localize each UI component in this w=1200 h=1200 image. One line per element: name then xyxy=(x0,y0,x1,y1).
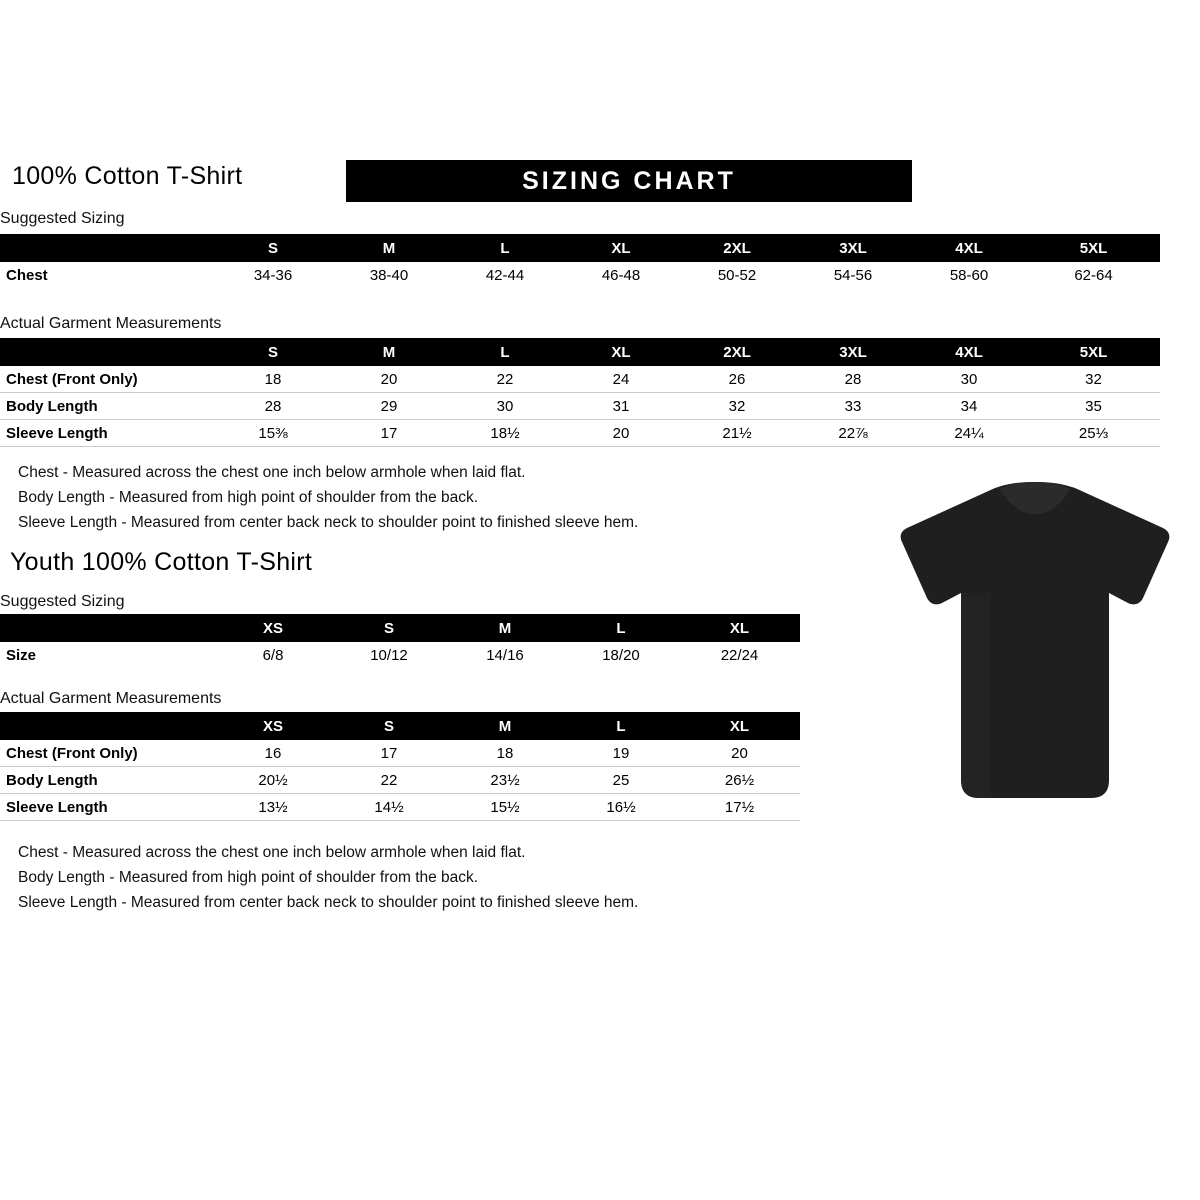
table-row xyxy=(0,642,800,668)
cell: 24¼ xyxy=(954,424,984,442)
t-shirt-illustration xyxy=(895,480,1175,810)
cell: 54-56 xyxy=(833,266,873,284)
cell: 20 xyxy=(612,424,630,442)
cell: 17½ xyxy=(724,798,755,816)
cell: 58-60 xyxy=(949,266,989,284)
cell: 17 xyxy=(380,424,398,442)
cell: 6/8 xyxy=(262,646,284,664)
cell: 17 xyxy=(380,744,398,762)
table-row xyxy=(0,794,800,821)
cell: 28 xyxy=(264,397,282,415)
cell: 62-64 xyxy=(1074,266,1113,284)
cell: 26 xyxy=(728,370,746,388)
cell: 14/16 xyxy=(486,646,524,664)
col-header: 5XL xyxy=(1027,338,1160,366)
cell: 29 xyxy=(380,397,398,415)
col-header: 3XL xyxy=(795,338,911,366)
col-header: 4XL xyxy=(911,338,1027,366)
table-header-row xyxy=(0,712,800,740)
col-header xyxy=(0,338,215,366)
header-row xyxy=(12,160,1188,204)
cell: 15½ xyxy=(490,798,520,816)
row-label: Chest (Front Only) xyxy=(6,370,138,388)
row-label: Sleeve Length xyxy=(6,798,108,816)
col-header: S xyxy=(331,712,447,740)
adult-section-title: 100% Cotton T-Shirt xyxy=(12,162,243,190)
sizing-chart-banner-label: SIZING CHART xyxy=(522,167,736,195)
col-header: 2XL xyxy=(679,234,795,262)
col-header: 3XL xyxy=(795,234,911,262)
cell: 20½ xyxy=(258,771,288,789)
col-header: L xyxy=(563,614,679,642)
adult-actual-measurements-table xyxy=(0,338,1160,447)
col-header: S xyxy=(215,338,331,366)
cell: 32 xyxy=(728,397,746,415)
row-label: Size xyxy=(6,646,37,664)
youth-suggested-sizing-table xyxy=(0,614,800,668)
cell: 22 xyxy=(496,370,514,388)
table-row xyxy=(0,366,1160,393)
cell: 15⅜ xyxy=(258,424,288,442)
youth-measurement-notes xyxy=(18,840,638,915)
cell: 18/20 xyxy=(602,646,640,664)
cell: 46-48 xyxy=(601,266,641,284)
table-header-row xyxy=(0,338,1160,366)
cell: 31 xyxy=(612,397,630,415)
cell: 34-36 xyxy=(253,266,293,284)
row-label: Body Length xyxy=(6,397,98,415)
col-header: S xyxy=(331,614,447,642)
cell: 25 xyxy=(612,771,630,789)
cell: 38-40 xyxy=(369,266,409,284)
col-header: XL xyxy=(679,712,800,740)
cell: 35 xyxy=(1085,397,1102,415)
adult-suggested-sizing-table xyxy=(0,234,1160,288)
row-label: Body Length xyxy=(6,771,98,789)
col-header: L xyxy=(447,338,563,366)
col-header xyxy=(0,614,215,642)
col-header: XL xyxy=(563,234,679,262)
cell: 14½ xyxy=(374,798,404,816)
table-header-row xyxy=(0,234,1160,262)
cell: 16½ xyxy=(606,798,636,816)
cell: 20 xyxy=(731,744,748,762)
cell: 22 xyxy=(380,771,398,789)
note-line: Chest - Measured across the chest one inch below armhole when laid flat. xyxy=(18,464,526,481)
col-header: L xyxy=(563,712,679,740)
col-header: 4XL xyxy=(911,234,1027,262)
col-header: M xyxy=(447,712,563,740)
cell: 24 xyxy=(612,370,630,388)
table-header-row xyxy=(0,614,800,642)
col-header: 2XL xyxy=(679,338,795,366)
row-label: Chest xyxy=(6,266,48,284)
cell: 42-44 xyxy=(485,266,525,284)
cell: 50-52 xyxy=(717,266,757,284)
col-header: XS xyxy=(215,614,331,642)
col-header: XS xyxy=(215,712,331,740)
col-header: L xyxy=(447,234,563,262)
cell: 19 xyxy=(612,744,630,762)
cell: 25⅓ xyxy=(1078,424,1109,442)
note-line: Sleeve Length - Measured from center back neck to shoulder point to finished sleeve hem. xyxy=(18,894,639,911)
cell: 30 xyxy=(496,397,514,415)
youth-suggested-sizing-label: Suggested Sizing xyxy=(0,593,125,610)
cell: 23½ xyxy=(490,771,520,789)
note-line: Sleeve Length - Measured from center back neck to shoulder point to finished sleeve hem. xyxy=(18,514,639,531)
cell: 22⅞ xyxy=(838,424,868,442)
col-header: XL xyxy=(679,614,800,642)
cell: 20 xyxy=(380,370,398,388)
note-line: Body Length - Measured from high point of shoulder from the back. xyxy=(18,869,479,886)
cell: 32 xyxy=(1085,370,1102,388)
t-shirt-icon xyxy=(895,480,1175,810)
cell: 28 xyxy=(844,370,862,388)
col-header xyxy=(0,234,215,262)
cell: 18½ xyxy=(490,424,520,442)
cell: 26½ xyxy=(724,771,755,789)
cell: 30 xyxy=(960,370,978,388)
cell: 13½ xyxy=(258,798,288,816)
youth-actual-measurements-label: Actual Garment Measurements xyxy=(0,690,222,707)
adult-measurement-notes xyxy=(18,460,638,535)
sizing-chart-banner xyxy=(346,160,912,202)
note-line: Chest - Measured across the chest one inch below armhole when laid flat. xyxy=(18,844,526,861)
cell: 34 xyxy=(960,397,978,415)
adult-actual-measurements-label: Actual Garment Measurements xyxy=(0,315,222,332)
table-row xyxy=(0,420,1160,447)
col-header: M xyxy=(331,234,447,262)
table-row xyxy=(0,393,1160,420)
row-label: Sleeve Length xyxy=(6,424,108,442)
youth-actual-measurements-table xyxy=(0,712,800,821)
cell: 16 xyxy=(264,744,282,762)
adult-suggested-sizing-label: Suggested Sizing xyxy=(0,210,125,227)
cell: 18 xyxy=(264,370,282,388)
cell: 10/12 xyxy=(370,646,408,664)
note-line: Body Length - Measured from high point of shoulder from the back. xyxy=(18,489,479,506)
col-header: 5XL xyxy=(1027,234,1160,262)
cell: 21½ xyxy=(722,424,752,442)
table-row xyxy=(0,767,800,794)
youth-section-title: Youth 100% Cotton T-Shirt xyxy=(10,548,313,576)
table-row xyxy=(0,740,800,767)
row-label: Chest (Front Only) xyxy=(6,744,138,762)
col-header: S xyxy=(215,234,331,262)
table-row xyxy=(0,262,1160,288)
cell: 33 xyxy=(844,397,862,415)
col-header xyxy=(0,712,215,740)
cell: 18 xyxy=(496,744,514,762)
col-header: XL xyxy=(563,338,679,366)
col-header: M xyxy=(447,614,563,642)
cell: 22/24 xyxy=(720,646,759,664)
col-header: M xyxy=(331,338,447,366)
